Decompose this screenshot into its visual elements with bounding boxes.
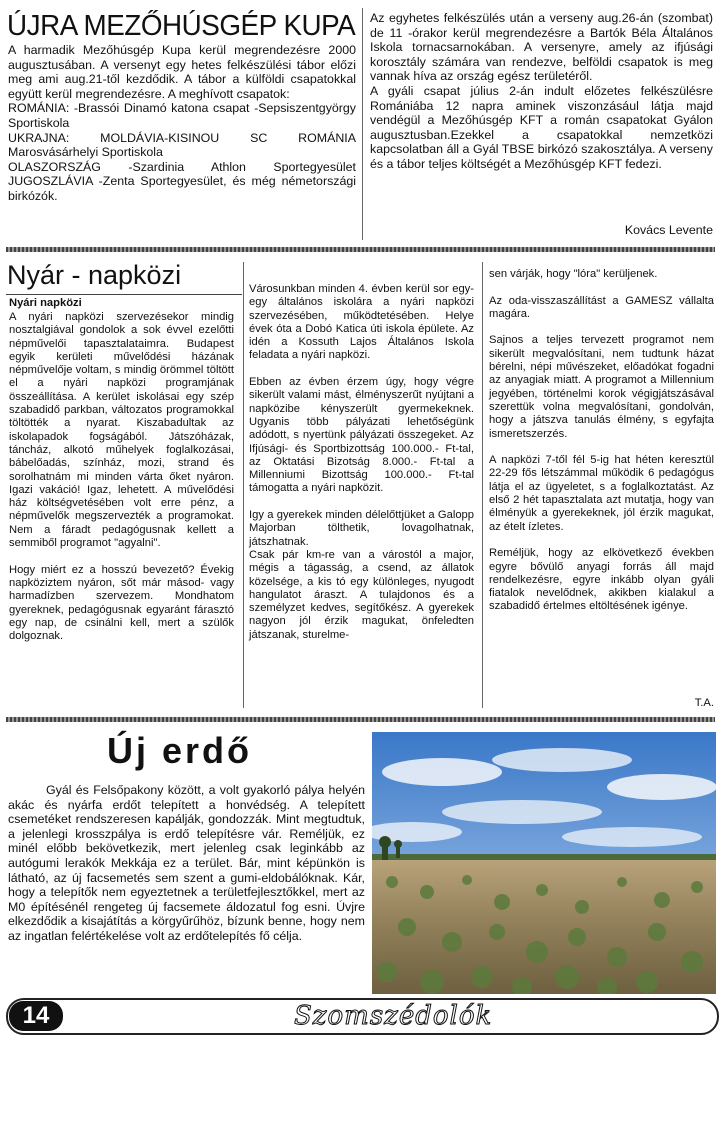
napkozi-col2-text: Városunkban minden 4. évben kerül sor egy-egy általános iskolára a nyári napközi szervezésében, működtetésében. Helye évek óta a Dobó Katica úti iskola épülete. Az idén a Kossuth Lajos Általános Iskola feladata a nyári napközi. Ebben az évben érzem úgy, hogy végre sikerült valami mást, élményszerűt nyújtani a napközibe kényszerült gyermekeknek. Ugyanis több pályázati lehetőségünk adódott, s nyertünk pályázati összegeket. Az Ifjúsági- és Sportbizottság 100.000.- Ft-tal, az Oktatási Bizotság 8.000.- Ft-tal a Millenniumi Bizottság 100.000.- Ft-tal támogatta a nyári napközit. Igy a gyerekek minden délelőttjüket a Galopp Majorban tölthetik, lovagolhatnak, játszhatnak. Csak pár km-re van a várostól a major, mégis a tágasság, a csend, az állatok közelsége, a kis tó egy különleges, nyugodt hangulatot áraszt. A tulajdonos és a személyzet kedves, segítőkész. A gyerekek nagyon jól érzik magukat, önfeledten játszanak, sturelme- [249,283,474,641]
kupa-left-text: A harmadik Mezőhúsgép Kupa kerül megrendezésre 2000 augusztusában. A versenyt egy hetes felkészülési tábor előzi meg ami aug.21-től kezdődik. A tábor a külföldi csapatokkal együtt kerül megrendezésre. A meghívott csapatok: ROMÁNIA: -Brassói Dinamó katona csapat -Sepsiszentgyörgy Sportiskola UKRAJNA: MOLDÁVIA-KISINOU SC ROMÁNIA Marosvásárhelyi Sportiskola OLASZORSZÁG -Szardinia Athlon Sportegyesület JUGOSZLÁVIA -Zenta Sportegyesület, és még németországi birkózók. [8,43,356,203]
page-number: 14 [9,1001,63,1031]
napkozi-subtitle: Nyári napközi [9,297,82,309]
erdo-text: Gyál és Felsőpakony között, a volt gyakorló pálya helyén akác és nyárfa erdőt telepített a honvédség. A telepített csemetéket rendszeresen kapálják, gondozzák. Mint megtudtuk, a jelenlegi krosszpálya is erdő telepítésre vár. Reméljük, ez minél előbb bekövetkezik, mert jelenleg csak leginkább az autógumi lerakók Mekkája ez a terület. Bár, mint képünkön is látható, az új facsemetés sem szent a gumi-eldobálóknak. Kár, hogy a telepítők nem egyeztetnek a területfejlesztőkkel, mert az M0 építésénél rengeteg új facsemete áldozatul fog esni. Úvjre elkezdődik a kisajátítás a körgyűrűhöz, bízunk benne, hogy nem az ingatlan felértékelése volt az erdőtelepítés fő célja. [8,783,365,943]
forest-photo-image [372,732,716,994]
napkozi-divider-2 [482,262,483,708]
publication-brand: Szomszédolók [294,1001,493,1031]
kupa-column-divider [362,8,363,240]
napkozi-author: T.A. [694,697,714,709]
kupa-author: Kovács Levente [624,223,713,237]
kupa-right-text: Az egyhetes felkészülés után a verseny aug.26-án (szombat) de 11 -órakor kerül megrendezésre a Bartók Béla Általános Iskola tornacsarnokában. A versenyre, amely az ifjúsági korosztály számára van rendezve, belföldi csapatok is meg vannak híva az ország egész területéről. A gyáli csapat július 2-án indult előzetes felkészülésre Romániába 12 napra aminek viszonzásául látja majd vendégül a Mezőhúsgép KFT a román csapatokat Gyálon augusztusban.Ezekkel a csapatokkal nemzetközi kapcsolatban áll a Gyál TBSE birkózó szakosztálya. A verseny és a tábor teljes költségét a Mezőhúsgép KFT fedezi. [370,11,713,171]
napkozi-col3-text: sen várják, hogy "lóra" kerüljenek. Az oda-visszaszállítást a GAMESZ vállalta magára. Sajnos a teljes tervezett programot nem sikerült megvalósítani, nem tudtunk házat bérelni, népi művészeket, előadókat fogadni az anyagiak miatt. A programot a Millennium jegyében, történelmi korok végigjátszásával szerettük volna megvalósítani, gondolván, hogy a játszva tanulás élmény, s egyfajta ismeretszerzés. A napközi 7-től fél 5-ig hat héten keresztül 22-29 fős létszámmal működik 6 pedagógus látja el az ügyeletet, s a foglalkoztatást. Az első 2 hét tapasztalata azt mutatja, hogy van élményük a gyerekeknek, jól érzik magukat, az ételt ízletes. Reméljük, hogy az elkövetkező években egyre bővülő anyagi forrás áll majd rendelkezésre, egyre inkább olyan gyáli fiatalok nevelődnek, akikben kialakul a szabadidő értelmes eltöltésének igénye. [489,268,714,613]
napkozi-title-rule [6,294,242,295]
kupa-title: ÚJRA MEZŐHÚSGÉP KUPA [7,10,356,42]
napkozi-title: Nyár - napközi [7,260,182,290]
napkozi-col1-text: A nyári napközi szervezésekor mindig nosztalgiával gondolok a sok évvel ezelőtti népművelői tapasztalataimra. Budapest egyik kerületi művelődési házának népművelője voltam, s mindig örömmel töltött el a nyári napközi programjának összeállítása. A kerület iskolásai egy szép szabadidő parkban, változatos programokkal töltötték a nyarat. Kiszabadultak az iskolapadok fogságából. Játszóházak, táncház, alkotó műhelyek foglalkozásai, bábelőadás, színház, mozi, strand és sorolhatnám mi minden várta őket nyáron. Igazi vakáció! Igaz, lehetett. A művelődési ház költségvetésében volt erre pénz, a népművelők megszervezték a programokat. Nem a fáradt pedagógusnak kellett a semmiből programot "agyalni". Hogy miért ez a hosszú bevezető? Évekig napköziztem nyáron, sőt már másod- vagy harmadízben szervezem. Mondhatom gyereknek, pedagógusnak egyaránt fárasztó egy nap, de csinálni kell, mert a szülők dolgoznak. [9,311,234,643]
erdo-title: Új erdő [107,730,253,771]
section-separator-2 [6,717,715,722]
forest-photo [372,732,716,994]
section-separator [6,247,715,252]
napkozi-divider-1 [243,262,244,708]
